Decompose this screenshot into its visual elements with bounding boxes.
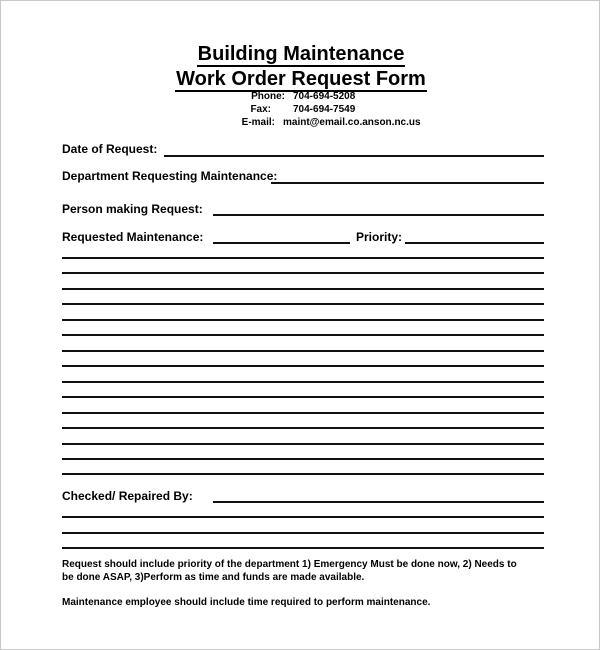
notes-line[interactable]	[62, 532, 544, 534]
email-value: maint@email.co.anson.nc.us	[283, 117, 421, 128]
description-line[interactable]	[62, 412, 544, 414]
person-making-request-field[interactable]	[213, 214, 544, 216]
priority-note-line1: Request should include priority of the department 1) Emergency Must be done now, 2) Needs to	[62, 559, 517, 570]
date-of-request-field[interactable]	[164, 155, 544, 157]
department-field[interactable]	[271, 182, 544, 184]
checked-repaired-by-label: Checked/ Repaired By:	[62, 489, 193, 503]
form-title-text-2: Work Order Request Form	[176, 68, 426, 90]
form-title-text-1: Building Maintenance	[197, 43, 405, 65]
description-line[interactable]	[62, 443, 544, 445]
requested-maintenance-field[interactable]	[213, 242, 350, 244]
notes-line[interactable]	[62, 547, 544, 549]
description-line[interactable]	[62, 381, 544, 383]
priority-field[interactable]	[405, 242, 544, 244]
time-note: Maintenance employee should include time required to perform maintenance.	[62, 597, 431, 608]
form-title-line2	[1, 67, 600, 91]
description-line[interactable]	[62, 350, 544, 352]
fax-label: Fax:	[250, 104, 271, 115]
description-line[interactable]	[62, 257, 544, 259]
person-making-request-label: Person making Request:	[62, 202, 203, 216]
description-line[interactable]	[62, 473, 544, 475]
description-line[interactable]	[62, 272, 544, 274]
date-of-request-label: Date of Request:	[62, 142, 158, 156]
checked-repaired-by-field[interactable]	[213, 501, 544, 503]
phone-label: Phone:	[251, 91, 285, 102]
notes-line[interactable]	[62, 516, 544, 518]
description-line[interactable]	[62, 303, 544, 305]
phone-value: 704-694-5208	[293, 91, 356, 102]
priority-label: Priority:	[356, 230, 403, 244]
fax-value: 704-694-7549	[293, 104, 356, 115]
priority-note-line2: be done ASAP, 3)Perform as time and funds are made available.	[62, 572, 365, 583]
requested-maintenance-label: Requested Maintenance:	[62, 230, 204, 244]
department-label: Department Requesting Maintenance:	[62, 169, 278, 183]
form-title-line1	[1, 42, 600, 66]
description-line[interactable]	[62, 334, 544, 336]
description-line[interactable]	[62, 365, 544, 367]
description-line[interactable]	[62, 288, 544, 290]
description-line[interactable]	[62, 427, 544, 429]
email-label: E-mail:	[241, 117, 275, 128]
description-line[interactable]	[62, 396, 544, 398]
description-line[interactable]	[62, 458, 544, 460]
description-line[interactable]	[62, 319, 544, 321]
